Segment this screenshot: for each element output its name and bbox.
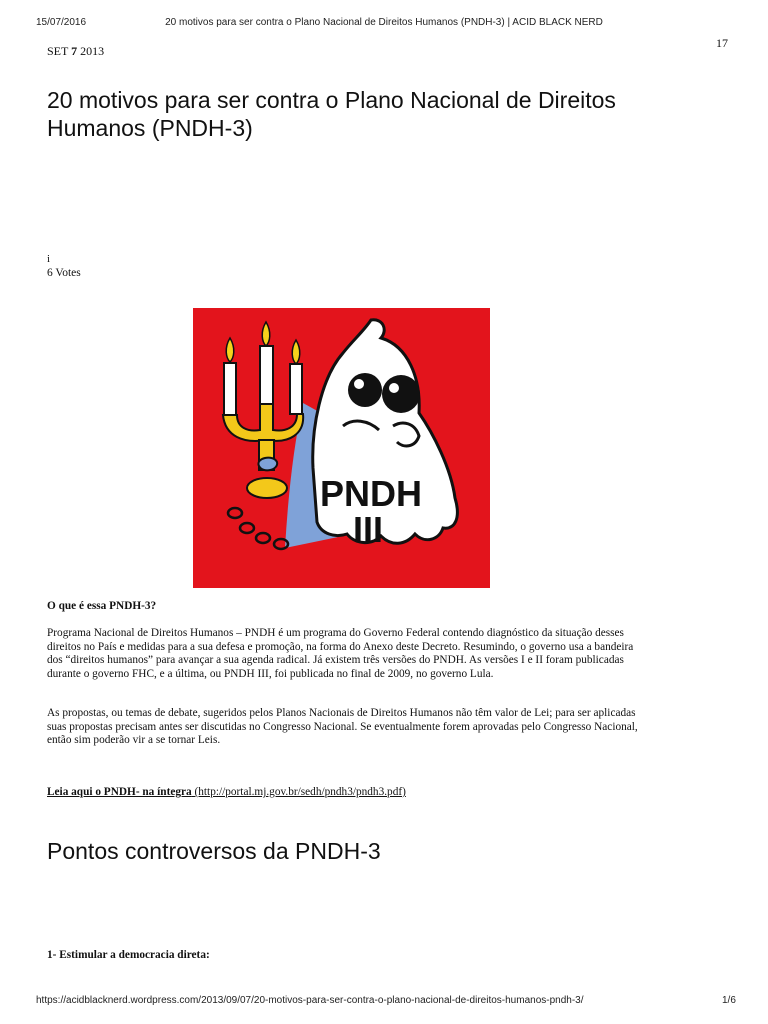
post-title: 20 motivos para ser contra o Plano Nacional de Direitos Humanos (PNDH-3) bbox=[47, 87, 616, 141]
post-date-month: SET bbox=[47, 44, 69, 58]
post-date-year: 2013 bbox=[80, 44, 105, 58]
vote-count: 6 Votes bbox=[47, 267, 81, 279]
read-full-text-link[interactable] bbox=[47, 786, 406, 798]
post-date-day: 7 bbox=[71, 44, 78, 58]
image-text-iii: III bbox=[352, 509, 384, 550]
ghost-right-eye-highlight bbox=[389, 383, 399, 393]
section-title-controversial-points: Pontos controversos da PNDH-3 bbox=[47, 838, 381, 864]
rating-info-icon[interactable]: i bbox=[47, 253, 51, 265]
print-url: https://acidblacknerd.wordpress.com/2013/09/07/20-motivos-para-ser-contra-o-plano-nacional-de-direitos-humanos-pndh-3/ bbox=[36, 995, 584, 1006]
post-date bbox=[47, 44, 104, 59]
paragraph-proposals: As propostas, ou temas de debate, sugeridos pelos Planos Nacionais de Direitos Humanos não têm valor de Lei; para ser aplicadas suas propostas precisam antes ser discutidas no Congresso Nacional. Se eventualmente forem aprovadas pelo Congresso Nacional, então sim poderão vir a se tornar Leis. bbox=[47, 707, 638, 747]
comment-count-link[interactable]: 17 bbox=[716, 36, 728, 50]
read-full-text-label: Leia aqui o PNDH- na íntegra bbox=[47, 786, 192, 798]
ghost-hand bbox=[393, 423, 419, 446]
section-heading-what-is: O que é essa PNDH-3? bbox=[47, 600, 157, 612]
pndh-ghost-illustration bbox=[193, 308, 490, 588]
print-page-title: 20 motivos para ser contra o Plano Nacional de Direitos Humanos (PNDH-3) | ACID BLACK NERD bbox=[165, 17, 603, 28]
read-full-text bbox=[47, 786, 647, 800]
ghost-left-eye bbox=[348, 373, 382, 407]
point-1-heading: 1- Estimular a democracia direta: bbox=[47, 949, 210, 961]
image-text-pndh: PNDH bbox=[319, 473, 423, 514]
paragraph-intro: Programa Nacional de Direitos Humanos – PNDH é um programa do Governo Federal contendo diagnóstico da situação desses direitos no País e medidas para a sua defesa e promoção, na forma do Anexo deste Decreto. Resumindo, o governo usa a bandeira dos “direitos humanos” para avançar a sua agenda radical. Já existem três versões do PNDH. As versões I e II foram publicadas durante o governo FHC, e a última, ou PNDH III, foi publicada no final de 2009, no governo Lula. bbox=[47, 627, 634, 680]
read-full-text-url: (http://portal.mj.gov.br/sedh/pndh3/pndh3.pdf) bbox=[194, 786, 406, 798]
ghost-right-eye bbox=[382, 375, 420, 413]
print-page-number: 1/6 bbox=[722, 995, 736, 1006]
ghost-left-eye-highlight bbox=[354, 379, 364, 389]
print-date: 15/07/2016 bbox=[36, 17, 87, 28]
